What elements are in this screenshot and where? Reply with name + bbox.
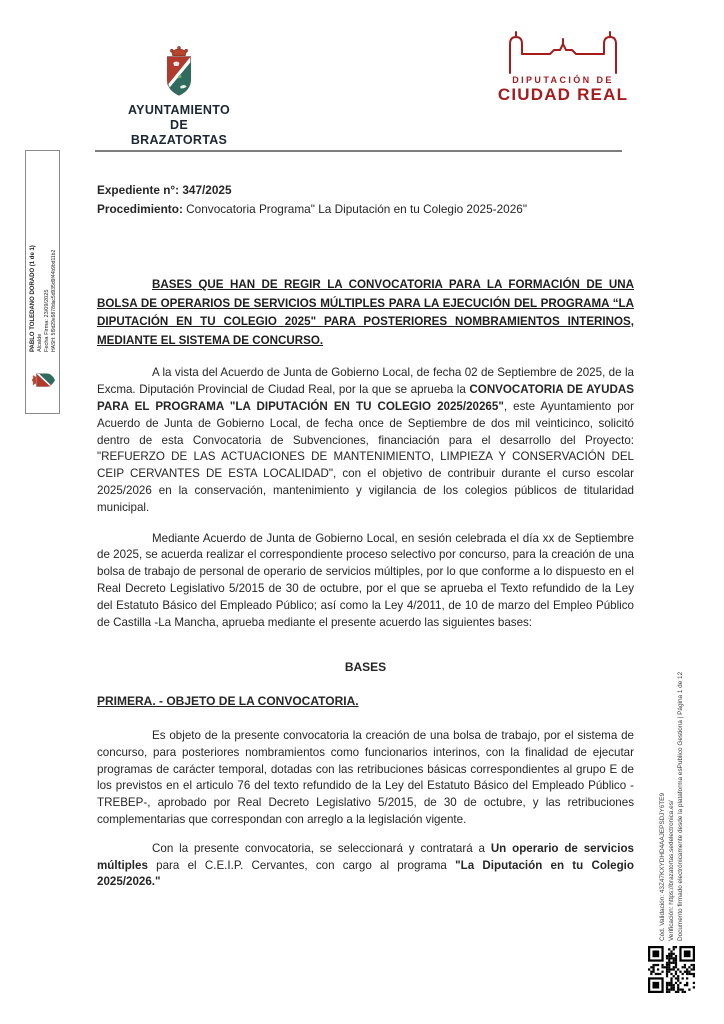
municipality-name-line1: AYUNTAMIENTO	[128, 103, 230, 117]
signature-hash: HASH: 5f9d29e9878dac5d935d9f44b9bd11b2	[51, 249, 57, 352]
signature-stamp-text	[30, 160, 58, 352]
procedimiento-label: Procedimiento:	[97, 202, 183, 216]
diputacion-name-line1: DIPUTACIÓN DE	[512, 75, 614, 85]
document-body	[97, 181, 634, 891]
validation-code: Cód. Validación: 43Z47KXYDHD4AAJEPSDJY6TE9	[659, 792, 666, 941]
municipality-name-line2: DE	[170, 118, 188, 132]
paragraph-mediante: Mediante Acuerdo de Junta de Gobierno Local, en sesión celebrada el día xx de Septiembre de 2025, se acuerda realizar el correspondiente proceso selectivo por concurso, para la creación de una bolsa de trabajo de personal de operario de servicios múltiples, por lo que conforme a lo dispuesto en el Real Decreto Legislativo 5/2015 de 30 de octubre, por el que se aprueba el Texto refundido de la Ley del Estatuto Básico del Empleado Público; así como la Ley 4/2011, de 10 de marzo del Empleo Público de Castilla -La Mancha, aprueba mediante el presente acuerdo las siguientes bases:	[97, 531, 634, 629]
municipality-name-line3: BRAZATORTAS	[130, 133, 228, 147]
header-divider-line	[95, 150, 622, 152]
verification-url: Verificación: https://brazatortas.sedelectronica.es/	[667, 800, 675, 941]
paragraph-objeto: Es objeto de la presente convocatoria la creación de una bolsa de trabajo, por el sistema de concurso, para posteriores nombramientos como funcionarios interinos, con la finalidad de ejecutar programas de carácter temporal, dotadas con las retribuciones básicas correspondientes al grupo E de los previstos en el articulo 76 del texto refundido de la Ley del Estatuto Básico del Empleado Público -TREBEP-, aprobado por Real Decreto Legislativo 5/2015, de 30 de octubre, y las retribuciones complementarias que correspondan con arreglo a la legislación vigente.	[97, 728, 634, 826]
signer-role: Alcalde	[37, 333, 43, 352]
validation-stamp-text	[659, 596, 685, 941]
expediente-line: Expediente n°: 347/2025	[97, 183, 232, 197]
document-title: BASES QUE HAN DE REGIR LA CONVOCATORIA PARA LA FORMACIÓN DE UNA BOLSA DE OPERARIOS DE SERVICIOS MÚLTIPLES PARA LA EJECUCIÓN DEL PROGRAMA “LA DIPUTACIÓN EN TU COLEGIO 2025" PARA POSTERIORES NOMBRAMIENTOS INTERINOS, MEDIANTE EL SISTEMA DE CONCURSO.	[97, 278, 634, 347]
signer-name: PABLO TOLEDANO DORADO (1 de 1)	[30, 245, 36, 352]
bases-heading: BASES	[344, 660, 387, 675]
platform-note: Documento firmado electrónicamente desde la plataforma esPublico Gestiona | Página 1 de 12	[676, 671, 684, 941]
qr-code	[648, 946, 695, 993]
diputacion-building-icon	[501, 30, 625, 74]
procedimiento-line	[97, 200, 634, 219]
signature-coat-of-arms-icon	[32, 360, 56, 394]
diputacion-name-line2: CIUDAD REAL	[497, 85, 629, 104]
primera-heading: PRIMERA. - OBJETO DE LA CONVOCATORIA.	[97, 694, 359, 709]
paragraph-seleccion: Con la presente convocatoria, se seleccionará y contratará a Un operario de servicios múltiples para el C.E.I.P. Cervantes, con cargo al programa "La Diputación en tu Colegio 2025/2026."	[97, 841, 635, 889]
brazatortas-coat-of-arms-icon	[161, 42, 197, 100]
paragraph-acuerdo: A la vista del Acuerdo de Junta de Gobierno Local, de fecha 02 de Septiembre de 2025, de la Excma. Diputación Provincial de Ciudad Real, por la que se aprueba la CONVOCATORIA DE AYUDAS PARA EL PROGRAMA "LA DIPUTACIÓN EN TU COLEGIO 2025/20265", este Ayuntamiento por Acuerdo de Junta de Gobierno Local, de fecha once de Septiembre de dos mil veinticinco, solicitó dentro de esta Convocatoria de Subvenciones, financiación para el desarrollo del Proyecto: "REFUERZO DE LAS ACTUACIONES DE MANTENIMIENTO, LIMPIEZA Y CONSERVACIÓN DEL CEIP CERVANTES DE ESTA LOCALIDAD", con el objetivo de contribuir durante el curso escolar 2025/2026 en la conservación, mantenimiento y vigilancia de los colegios públicos de titularidad municipal.	[97, 366, 634, 514]
signature-date: Fecha Firma: 23/09/2025	[44, 289, 50, 352]
diputacion-logo	[488, 30, 638, 105]
municipality-header	[118, 42, 240, 148]
procedimiento-value: Convocatoria Programa" La Diputación en tu Colegio 2025-2026"	[182, 202, 528, 216]
